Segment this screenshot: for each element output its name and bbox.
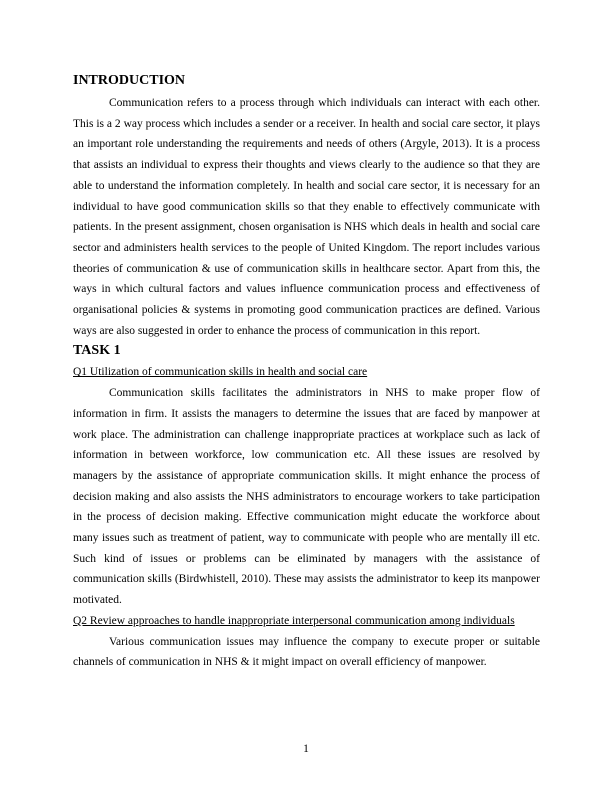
introduction-paragraph: Communication refers to a process through which individuals can interact with each other. This is a 2 way process which includes a sender or a receiver. In health and social care sector, it plays an important role understanding the requirements and needs of others (Argyle, 2013). It is a process that assists an individual to express their thoughts and views clearly to the audience so that they are able to understand the information completely. In health and social care sector, it is necessary for an individual to have good communication skills so that they enable to effectively communicate with patients. In the present assignment, chosen organisation is NHS which deals in health and social care sector and administers health services to the people of United Kingdom. The report includes various theories of communication & use of communication skills in healthcare sector. Apart from this, the ways in which cultural factors and values influence communication process and effectiveness of organisational policies & systems in promoting good communication practices are defined. Various ways are also suggested in order to enhance the process of communication in this report.	[73, 97, 540, 337]
q1-paragraph: Communication skills facilitates the administrators in NHS to make proper flow of information in firm. It assists the managers to determine the issues that are faced by manpower at work place. The administration can challenge inappropriate practices at workplace such as lack of information in between workforce, low communication etc. All these issues are resolved by managers by the assistance of appropriate communication skills. It might enhance the process of decision making and also assists the NHS administrators to encourage workers to take participation in the process of decision making. Effective communication might educate the workforce about many issues such as treatment of patient, way to communicate with people who are mentally ill etc. Such kind of issues or problems can be eliminated by managers with the assistance of communication skills (Birdwhistell, 2010). These may assists the administrator to keep its manpower motivated.	[73, 387, 540, 607]
q2-paragraph: Various communication issues may influence the company to execute proper or suitable channels of communication in NHS & it might impact on overall efficiency of manpower.	[73, 635, 540, 669]
introduction-heading: INTRODUCTION	[73, 73, 186, 88]
task1-heading: TASK 1	[73, 343, 121, 359]
q1-title: Q1 Utilization of communication skills in health and social care	[73, 366, 368, 379]
page-body	[73, 72, 540, 673]
page-number: 1	[303, 743, 309, 755]
q2-title: Q2 Review approaches to handle inappropriate interpersonal communication among individuals	[73, 614, 515, 627]
